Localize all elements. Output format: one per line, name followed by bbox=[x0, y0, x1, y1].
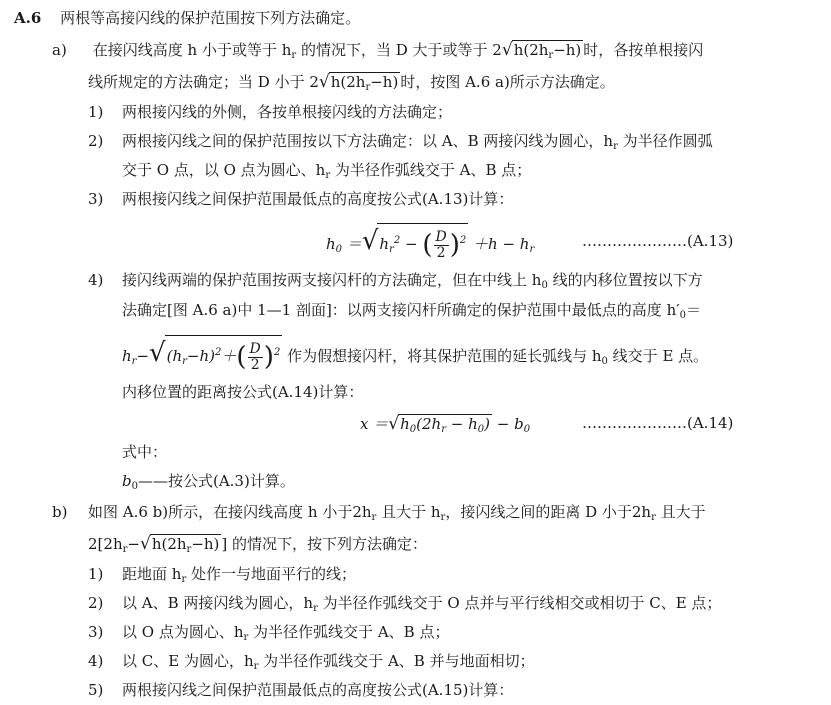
list-item: 2) 两根接闪线之间的保护范围按以下方法确定：以 A、B 两接闪线为圆心，$h_r$ 为半径作圆弧 bbox=[88, 132, 713, 152]
where-label: 式中： bbox=[122, 443, 168, 461]
list-item bbox=[88, 680, 513, 700]
item-text: 为半径作弧线交于 A、B 点； bbox=[330, 161, 532, 179]
list-item bbox=[88, 189, 513, 209]
text-span: 在接闪线高度 h 小于或等于 h bbox=[92, 41, 292, 59]
item-text: 为半径作弧线交于 O 点并与平行线相交或相切于 C、E 点； bbox=[317, 594, 722, 612]
text-span: 线所规定的方法确定；当 D 小于 2 bbox=[88, 73, 319, 91]
list-item-continuation bbox=[122, 382, 363, 402]
b0-definition: $b_0——$按公式(A.3)计算。 bbox=[122, 472, 295, 492]
text-span: 且大于 bbox=[655, 503, 706, 521]
equation-a14-tag: …………………(A.14) bbox=[582, 414, 734, 432]
text-span: 的情况下，当 D 大于或等于 2 bbox=[296, 41, 502, 59]
list-item-continuation: 交于 O 点，以 O 点为圆心、$h_r$ 为半径作弧线交于 A、B 点； bbox=[122, 161, 532, 181]
item-text: 距地面 h bbox=[122, 565, 182, 583]
item-text: 以 A、B 两接闪线为圆心，h bbox=[122, 594, 314, 612]
list-item: 3) 以 O 点为圆心、$h_r$ 为半径作弧线交于 A、B 点； bbox=[88, 623, 450, 643]
item-text: 两根接闪线的外侧，各按单根接闪线的方法确定； bbox=[122, 103, 453, 121]
item-number: 3) bbox=[88, 623, 104, 641]
list-item: 1) 距地面 $h_r$ 处作一与地面平行的线； bbox=[88, 565, 356, 585]
item-text: 线交于 E 点。 bbox=[607, 347, 709, 365]
section-heading bbox=[14, 8, 360, 28]
text-span: h(2h bbox=[513, 41, 549, 59]
text-span: 2[2h bbox=[88, 535, 123, 553]
clause-b-label: b) bbox=[52, 503, 68, 521]
list-item: 4) 以 C、E 为圆心，$h_r$ 为半径作弧线交于 A、B 并与地面相切； bbox=[88, 652, 535, 672]
equation-a13-tag: …………………(A.13) bbox=[582, 232, 734, 250]
item-text: 以 C、E 为圆心，h bbox=[122, 652, 254, 670]
text-span: 且大于 h bbox=[376, 503, 441, 521]
item-number: 1) bbox=[88, 103, 104, 121]
item-number: 2) bbox=[88, 132, 104, 150]
item-number: 4) bbox=[88, 271, 104, 289]
item-text: ＝ bbox=[686, 301, 702, 319]
text-span: 如图 A.6 b)所示，在接闪线高度 h 小于2h bbox=[88, 503, 372, 521]
clause-a-line2: 线所规定的方法确定；当 D 小于 $2√h(2h_r-h)$ 时，按图 A.6 a)所示方法确定。 bbox=[88, 72, 615, 97]
equation-a14: $x =√h_0(2h_r - h_0) - b_0$ bbox=[360, 414, 530, 440]
item-number: 2) bbox=[88, 594, 104, 612]
item-number: 5) bbox=[88, 681, 104, 699]
item-text: 内移位置的距离按公式(A.14)计算： bbox=[122, 383, 364, 401]
list-item bbox=[88, 102, 452, 122]
text-span: −h) bbox=[191, 535, 220, 553]
text-span: −h) bbox=[370, 73, 399, 91]
list-item: 4) 接闪线两端的保护范围按两支接闪杆的方法确定，但在中线上 $h_0$ 线的内移位置按以下方 bbox=[88, 271, 703, 291]
clause-a-line1: a) 在接闪线高度 h 小于或等于 $h_r$ 的情况下，当 D 大于或等于 $2√h(2h_r-h)$ 时，各按单根接闪 bbox=[52, 40, 703, 66]
item-number: 4) bbox=[88, 652, 104, 670]
item-text: 以 O 点为圆心、h bbox=[122, 623, 244, 641]
list-item-continuation: 法确定[图 A.6 a)中 1—1 剖面]：以两支接闪杆所确定的保护范围中最低点的高度 $h'_0=$ bbox=[122, 301, 702, 321]
section-title: 两根等高接闪线的保护范围按下列方法确定。 bbox=[60, 9, 361, 27]
item-text: 为半径作弧线交于 A、B 点； bbox=[248, 623, 450, 641]
item-text: 作为假想接闪杆，将其保护范围的延长弧线与 h bbox=[287, 347, 602, 365]
item-text: 两根接闪线之间的保护范围按以下方法确定：以 A、B 两接闪线为圆心，h bbox=[122, 132, 614, 150]
item-text: 接闪线两端的保护范围按两支接闪杆的方法确定，但在中线上 h bbox=[122, 271, 542, 289]
text-span: ——按公式(A.3)计算。 bbox=[137, 472, 295, 490]
text-span: ] 的情况下，按下列方法确定： bbox=[221, 535, 428, 553]
clause-b-line1: b) 如图 A.6 b)所示，在接闪线高度 h 小于$2h_r$ 且大于 $h_r$，接闪线之间的距离 D 小于$2h_r$ 且大于 bbox=[52, 503, 706, 523]
clause-b-line2: $2[2h_r-√h(2h_r-h)$ ] 的情况下，按下列方法确定： bbox=[88, 534, 427, 560]
list-item: 2) 以 A、B 两接闪线为圆心，$h_r$ 为半径作弧线交于 O 点并与平行线相交或相切于 C、E 点； bbox=[88, 594, 722, 614]
item-text: 两根接闪线之间保护范围最低点的高度按公式(A.13)计算： bbox=[122, 190, 514, 208]
item-text: 两根接闪线之间保护范围最低点的高度按公式(A.15)计算： bbox=[122, 681, 514, 699]
item-number: 3) bbox=[88, 190, 104, 208]
item-text: 法确定[图 A.6 a)中 1—1 剖面]：以两支接闪杆所确定的保护范围中最低点的高度 h′ bbox=[122, 301, 680, 319]
item-text: 交于 O 点，以 O 点为圆心、h bbox=[122, 161, 326, 179]
section-number: A.6 bbox=[14, 9, 42, 27]
item-text: 为半径作弧线交于 A、B 并与地面相切； bbox=[258, 652, 535, 670]
item-text: 处作一与地面平行的线； bbox=[186, 565, 356, 583]
text-span: 时，各按单根接闪 bbox=[583, 41, 704, 59]
equation-a13: $h_0 =√h_r^2$ − ( $\frac{D}{2}$ )$^2 +h - h_r$ bbox=[326, 222, 534, 269]
text-span: 时，按图 A.6 a)所示方法确定。 bbox=[400, 73, 615, 91]
clause-a-label: a) bbox=[52, 41, 67, 59]
item-text: 为半径作圆弧 bbox=[617, 132, 713, 150]
text-span: −h) bbox=[553, 41, 582, 59]
item-number: 1) bbox=[88, 565, 104, 583]
text-span: h(2h bbox=[330, 73, 366, 91]
list-item-continuation: $h_r-√(h_r-h)^2+$( $\frac{D}{2}$ )$^2$ 作为假想接闪杆，将其保护范围的延长弧线与 $h_0$ 线交于 E 点。 bbox=[122, 334, 708, 381]
text-span: ，接闪线之间的距离 D 小于2h bbox=[445, 503, 652, 521]
item-text: 线的内移位置按以下方 bbox=[547, 271, 703, 289]
text-span: h(2h bbox=[151, 535, 187, 553]
